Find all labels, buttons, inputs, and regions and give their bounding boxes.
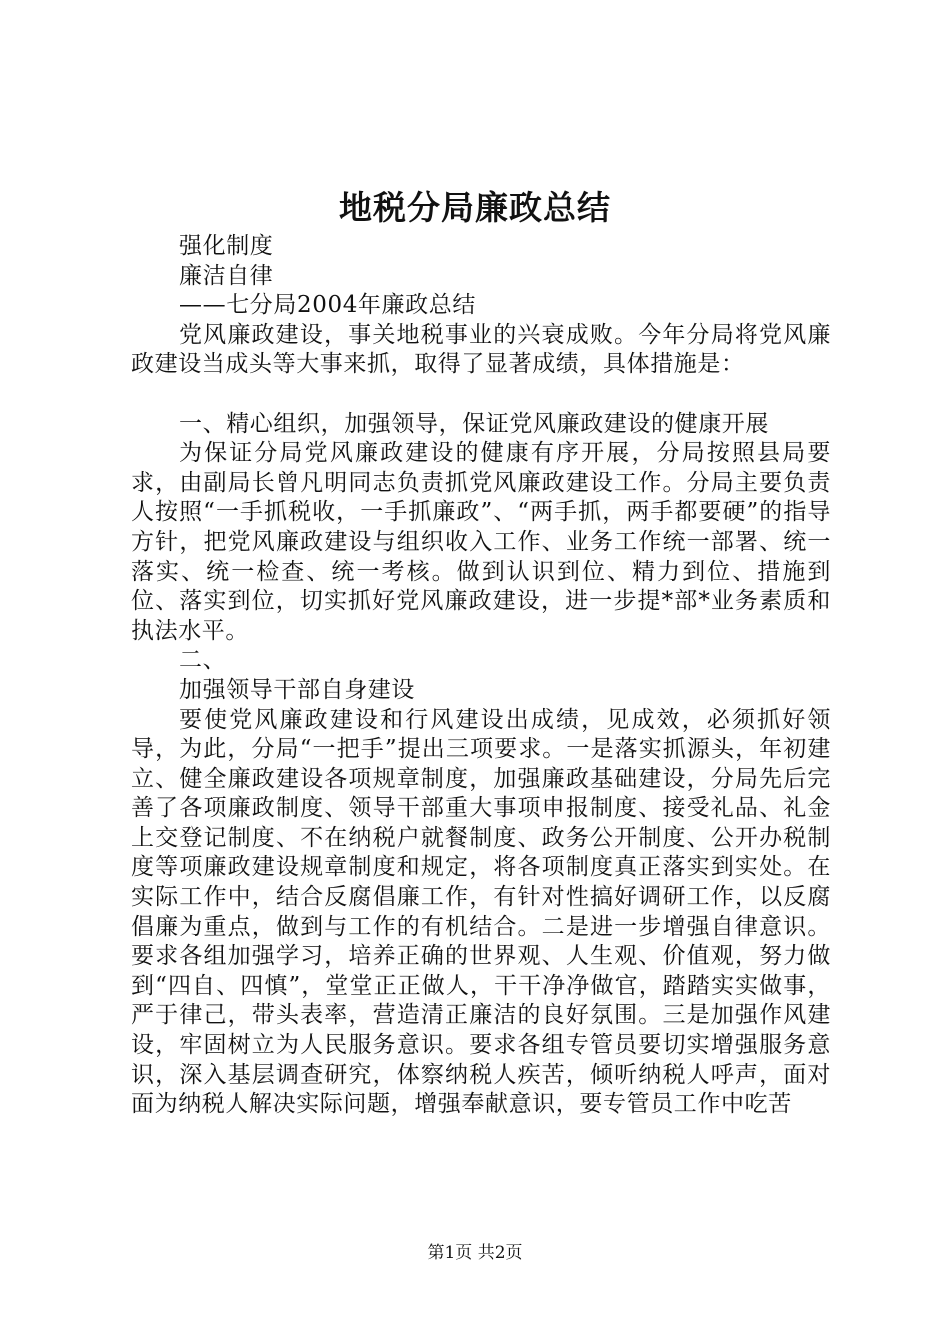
subtitle-line-1: 强化制度 bbox=[179, 233, 274, 259]
intro-paragraph: 党风廉政建设，事关地税事业的兴衰成败。今年分局将党风廉政建设当成头等大事来抓，取得了显著成绩，具体措施是： bbox=[131, 321, 831, 378]
page-number: 第1页 共2页 bbox=[427, 1243, 523, 1263]
section-heading-1: 一、精心组织，加强领导，保证党风廉政建设的健康开展 bbox=[179, 410, 769, 437]
section-1-paragraph: 为保证分局党风廉政建设的健康有序开展，分局按照县局要求，由副局长曾凡明同志负责抓党风廉政建设工作。分局主要负责人按照“一手抓税收，一手抓廉政”、“两手抓，两手都要硬”的指导方针，把党风廉政建设与组织收入工作、业务工作统一部署、统一落实、统一检查、统一考核。做到认识到位、精力到位、措施到位、落实到位，切实抓好党风廉政建设，进一步提*部*业务素质和执法水平。 bbox=[131, 440, 831, 644]
section-heading-2: 加强领导干部自身建设 bbox=[179, 676, 415, 703]
document-body bbox=[131, 232, 831, 1120]
section-number-2: 二、 bbox=[179, 647, 227, 674]
subtitle-line-2: 廉洁自律 bbox=[179, 262, 274, 289]
section-2-paragraph: 要使党风廉政建设和行风建设出成绩，见成效，必须抓好领导，为此，分局“一把手”提出三项要求。一是落实抓源头，年初建立、健全廉政建设各项规章制度，加强廉政基础建设，分局先后完善了各项廉政制度、领导干部重大事项申报制度、接受礼品、礼金上交登记制度、不在纳税户就餐制度、政务公开制度、公开办税制度等项廉政建设规章制度和规定，将各项制度真正落实到实处。在实际工作中，结合反腐倡廉工作，有针对性搞好调研工作，以反腐倡廉为重点，做到与工作的有机结合。二是进一步增强自律意识。要求各组加强学习，培养正确的世界观、人生观、价值观，努力做到“四自、四慎”，堂堂正正做人，干干净净做官，踏踏实实做事，严于律己，带头表率，营造清正廉洁的良好氛围。三是加强作风建设，牢固树立为人民服务意识。要求各组专管员要切实增强服务意识，深入基层调查研究，体察纳税人疾苦，倾听纳税人呼声，面对面为纳税人解决实际问题，增强奉献意识，要专管员工作中吃苦 bbox=[131, 706, 831, 1118]
subtitle-line-3: ——七分局2004年廉政总结 bbox=[179, 292, 476, 319]
document-title: 地税分局廉政总结 bbox=[339, 188, 611, 227]
